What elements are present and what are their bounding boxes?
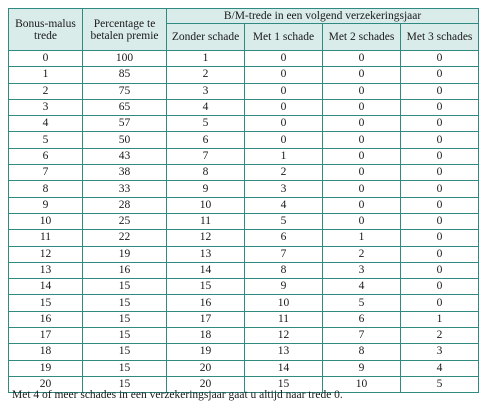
cell-met-3-schades: 4 (401, 360, 479, 376)
table-row (9, 328, 479, 344)
table-row (9, 51, 479, 67)
cell-met-1-schade: 0 (245, 116, 323, 132)
cell-met-1-schade: 5 (245, 213, 323, 229)
cell-met-3-schades: 0 (401, 246, 479, 262)
cell-trede: 4 (9, 116, 83, 132)
cell-met-3-schades: 0 (401, 295, 479, 311)
cell-percentage: 100 (83, 51, 167, 67)
cell-trede: 6 (9, 148, 83, 164)
table-row (9, 165, 479, 181)
cell-trede: 18 (9, 344, 83, 360)
cell-met-2-schades: 2 (323, 246, 401, 262)
cell-percentage: 15 (83, 279, 167, 295)
cell-met-3-schades: 0 (401, 165, 479, 181)
cell-percentage: 38 (83, 165, 167, 181)
cell-met-1-schade: 6 (245, 230, 323, 246)
table-row (9, 116, 479, 132)
cell-percentage: 43 (83, 148, 167, 164)
cell-met-2-schades: 0 (323, 148, 401, 164)
cell-met-2-schades: 9 (323, 360, 401, 376)
cell-met-3-schades: 1 (401, 311, 479, 327)
table-row (9, 262, 479, 278)
cell-met-1-schade: 10 (245, 295, 323, 311)
cell-percentage: 65 (83, 99, 167, 115)
cell-trede: 11 (9, 230, 83, 246)
cell-met-1-schade: 11 (245, 311, 323, 327)
cell-met-1-schade: 2 (245, 165, 323, 181)
cell-trede: 7 (9, 165, 83, 181)
cell-met-1-schade: 0 (245, 132, 323, 148)
cell-percentage: 75 (83, 83, 167, 99)
cell-met-3-schades: 3 (401, 344, 479, 360)
cell-trede: 17 (9, 328, 83, 344)
cell-met-3-schades: 0 (401, 213, 479, 229)
table-row (9, 213, 479, 229)
cell-met-2-schades: 8 (323, 344, 401, 360)
cell-met-2-schades: 6 (323, 311, 401, 327)
cell-met-1-schade: 13 (245, 344, 323, 360)
cell-met-1-schade: 8 (245, 262, 323, 278)
table-row (9, 311, 479, 327)
cell-met-1-schade: 0 (245, 51, 323, 67)
cell-met-3-schades: 0 (401, 181, 479, 197)
cell-met-2-schades: 7 (323, 328, 401, 344)
cell-trede: 3 (9, 99, 83, 115)
cell-trede: 8 (9, 181, 83, 197)
cell-met-3-schades: 0 (401, 148, 479, 164)
cell-met-3-schades: 0 (401, 116, 479, 132)
cell-zonder-schade: 3 (167, 83, 245, 99)
cell-met-2-schades: 1 (323, 230, 401, 246)
cell-percentage: 19 (83, 246, 167, 262)
cell-zonder-schade: 10 (167, 197, 245, 213)
cell-trede: 10 (9, 213, 83, 229)
cell-met-2-schades: 0 (323, 116, 401, 132)
table-row (9, 181, 479, 197)
cell-trede: 2 (9, 83, 83, 99)
cell-zonder-schade: 9 (167, 181, 245, 197)
cell-met-2-schades: 0 (323, 83, 401, 99)
cell-met-3-schades: 0 (401, 230, 479, 246)
cell-zonder-schade: 16 (167, 295, 245, 311)
cell-met-2-schades: 5 (323, 295, 401, 311)
cell-zonder-schade: 14 (167, 262, 245, 278)
cell-met-3-schades: 0 (401, 132, 479, 148)
cell-percentage: 50 (83, 132, 167, 148)
cell-trede: 12 (9, 246, 83, 262)
header-bonus-malus-trede: Bonus-malus trede (9, 9, 83, 51)
header-percentage-premie: Percentage te betalen premie (83, 9, 167, 51)
cell-met-1-schade: 0 (245, 83, 323, 99)
cell-met-3-schades: 0 (401, 83, 479, 99)
cell-met-1-schade: 7 (245, 246, 323, 262)
header-met-1-schade: Met 1 schade (245, 24, 323, 51)
cell-percentage: 28 (83, 197, 167, 213)
cell-met-2-schades: 0 (323, 165, 401, 181)
cell-met-1-schade: 4 (245, 197, 323, 213)
cell-zonder-schade: 4 (167, 99, 245, 115)
cell-met-2-schades: 0 (323, 197, 401, 213)
cell-trede: 5 (9, 132, 83, 148)
bonus-malus-table-container (8, 8, 478, 393)
cell-trede: 13 (9, 262, 83, 278)
cell-zonder-schade: 6 (167, 132, 245, 148)
table-body (9, 51, 479, 393)
cell-trede: 19 (9, 360, 83, 376)
cell-trede: 9 (9, 197, 83, 213)
cell-met-3-schades: 0 (401, 51, 479, 67)
cell-met-2-schades: 0 (323, 51, 401, 67)
cell-met-1-schade: 1 (245, 148, 323, 164)
cell-zonder-schade: 17 (167, 311, 245, 327)
bonus-malus-table (8, 8, 479, 393)
table-row (9, 132, 479, 148)
footnote: Met 4 of meer schades in een verzekeringsjaar gaat u altijd naar trede 0. (12, 389, 343, 401)
cell-zonder-schade: 20 (167, 360, 245, 376)
cell-trede: 0 (9, 51, 83, 67)
cell-met-2-schades: 0 (323, 181, 401, 197)
cell-met-2-schades: 10 (323, 376, 401, 392)
cell-met-1-schade: 0 (245, 99, 323, 115)
cell-percentage: 15 (83, 311, 167, 327)
cell-percentage: 25 (83, 213, 167, 229)
table-row (9, 230, 479, 246)
table-row (9, 99, 479, 115)
cell-zonder-schade: 20 (167, 376, 245, 392)
table-row (9, 67, 479, 83)
cell-met-2-schades: 4 (323, 279, 401, 295)
cell-zonder-schade: 8 (167, 165, 245, 181)
table-row (9, 295, 479, 311)
cell-percentage: 15 (83, 328, 167, 344)
cell-met-3-schades: 0 (401, 67, 479, 83)
cell-zonder-schade: 12 (167, 230, 245, 246)
cell-zonder-schade: 19 (167, 344, 245, 360)
cell-trede: 14 (9, 279, 83, 295)
cell-zonder-schade: 2 (167, 67, 245, 83)
cell-met-1-schade: 0 (245, 67, 323, 83)
cell-percentage: 33 (83, 181, 167, 197)
header-group-bm-trede: B/M-trede in een volgend verzekeringsjaar (167, 9, 479, 24)
cell-met-2-schades: 3 (323, 262, 401, 278)
cell-met-3-schades: 0 (401, 262, 479, 278)
cell-percentage: 57 (83, 116, 167, 132)
cell-met-1-schade: 15 (245, 376, 323, 392)
cell-trede: 20 (9, 376, 83, 392)
header-met-2-schades: Met 2 schades (323, 24, 401, 51)
header-zonder-schade: Zonder schade (167, 24, 245, 51)
cell-met-3-schades: 0 (401, 99, 479, 115)
cell-zonder-schade: 15 (167, 279, 245, 295)
cell-met-2-schades: 0 (323, 99, 401, 115)
cell-percentage: 15 (83, 344, 167, 360)
cell-percentage: 16 (83, 262, 167, 278)
table-row (9, 246, 479, 262)
cell-met-1-schade: 14 (245, 360, 323, 376)
cell-zonder-schade: 11 (167, 213, 245, 229)
cell-met-2-schades: 0 (323, 213, 401, 229)
table-row (9, 148, 479, 164)
cell-percentage: 15 (83, 360, 167, 376)
cell-zonder-schade: 5 (167, 116, 245, 132)
cell-trede: 15 (9, 295, 83, 311)
table-row (9, 83, 479, 99)
cell-trede: 1 (9, 67, 83, 83)
cell-zonder-schade: 1 (167, 51, 245, 67)
table-row (9, 279, 479, 295)
cell-met-1-schade: 3 (245, 181, 323, 197)
table-row (9, 360, 479, 376)
cell-percentage: 15 (83, 295, 167, 311)
table-row (9, 197, 479, 213)
cell-met-2-schades: 0 (323, 132, 401, 148)
cell-percentage: 22 (83, 230, 167, 246)
cell-trede: 16 (9, 311, 83, 327)
cell-met-3-schades: 2 (401, 328, 479, 344)
cell-percentage: 15 (83, 376, 167, 392)
cell-met-3-schades: 0 (401, 197, 479, 213)
cell-met-1-schade: 12 (245, 328, 323, 344)
table-row (9, 344, 479, 360)
cell-met-3-schades: 0 (401, 279, 479, 295)
cell-zonder-schade: 7 (167, 148, 245, 164)
cell-zonder-schade: 18 (167, 328, 245, 344)
cell-met-1-schade: 9 (245, 279, 323, 295)
cell-percentage: 85 (83, 67, 167, 83)
cell-zonder-schade: 13 (167, 246, 245, 262)
table-header (9, 9, 479, 51)
cell-met-3-schades: 5 (401, 376, 479, 392)
cell-met-2-schades: 0 (323, 67, 401, 83)
header-met-3-schades: Met 3 schades (401, 24, 479, 51)
